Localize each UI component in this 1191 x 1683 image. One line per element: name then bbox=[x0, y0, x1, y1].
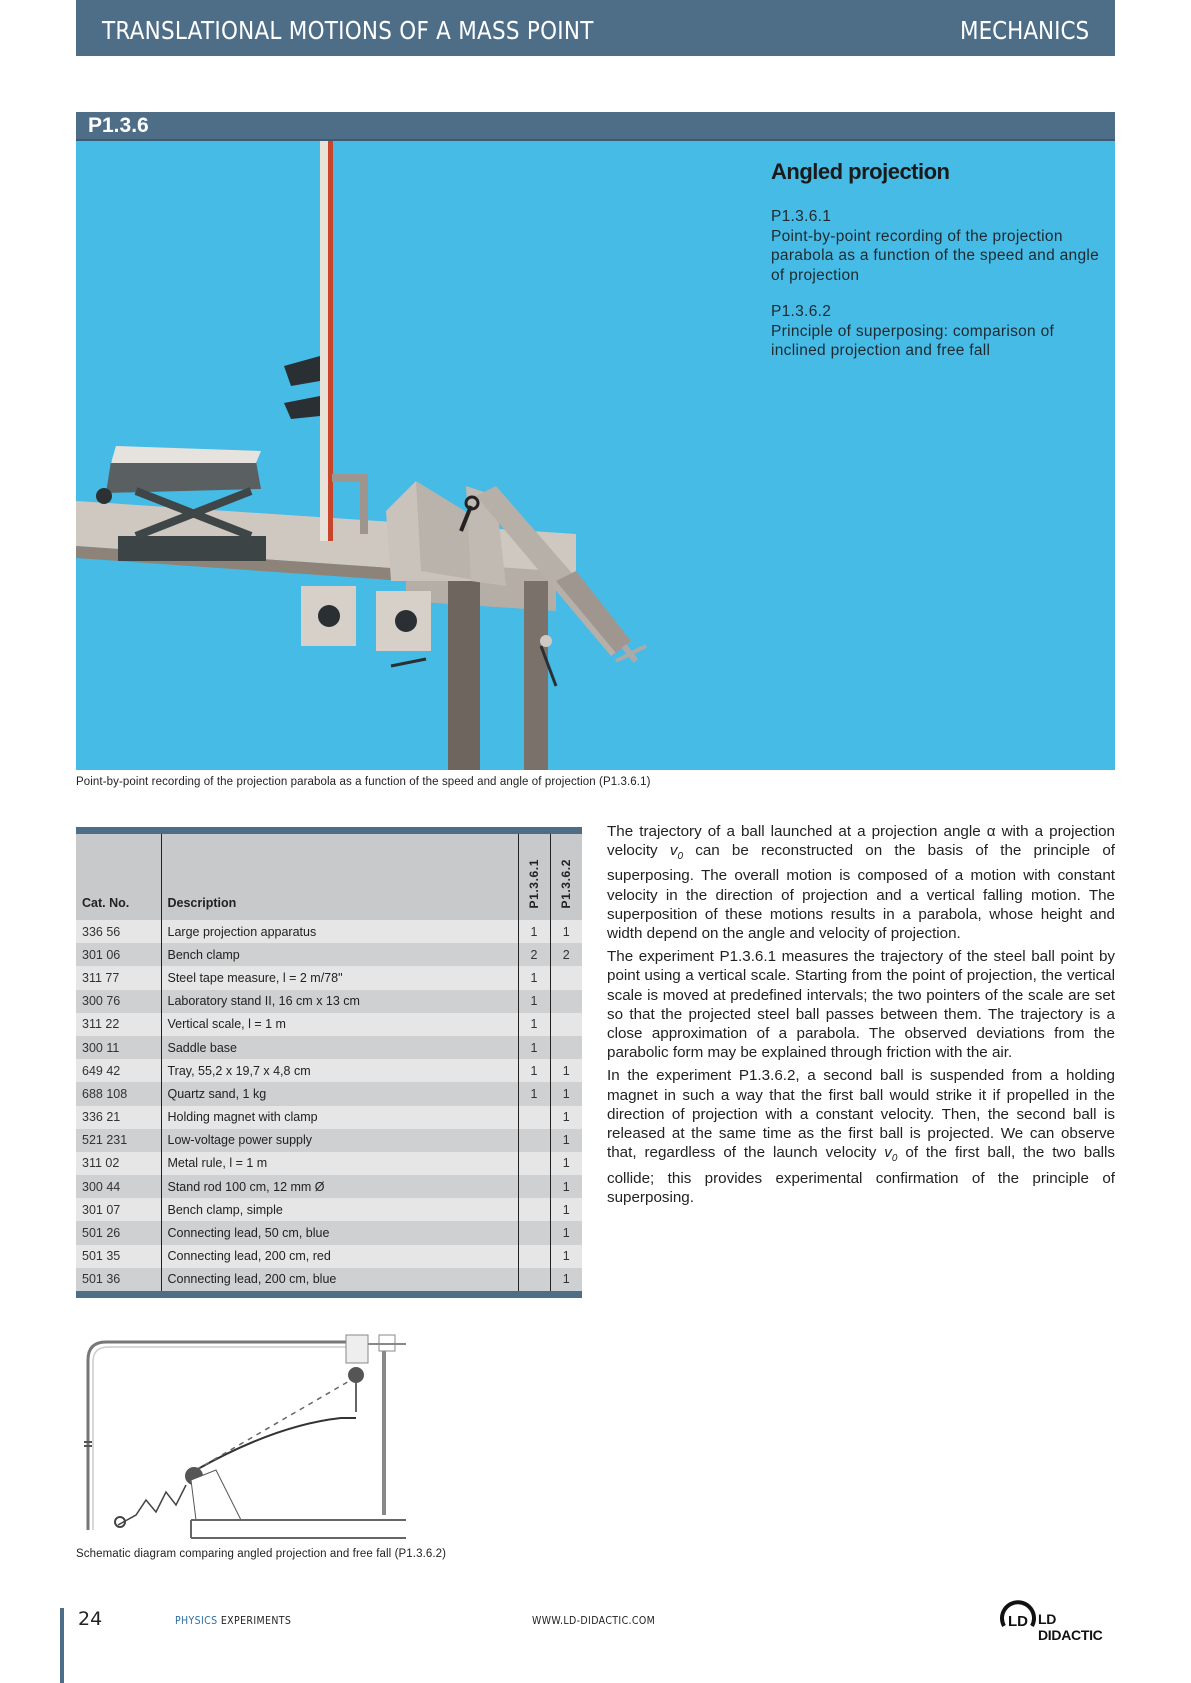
cat-no-cell: 301 07 bbox=[76, 1198, 161, 1221]
qty-p1362-cell bbox=[550, 1013, 582, 1036]
qty-p1362-cell: 1 bbox=[550, 1082, 582, 1105]
qty-p1362-cell bbox=[550, 1036, 582, 1059]
qty-p1362-cell: 1 bbox=[550, 1106, 582, 1129]
qty-p1361-cell: 1 bbox=[518, 1059, 550, 1082]
table-row bbox=[76, 1175, 582, 1198]
description-cell: Saddle base bbox=[161, 1036, 518, 1059]
description-cell: Quartz sand, 1 kg bbox=[161, 1082, 518, 1105]
page-header-band bbox=[76, 0, 1115, 56]
projection-freefall-diagram bbox=[76, 1330, 426, 1540]
description-cell: Bench clamp bbox=[161, 943, 518, 966]
qty-p1362-cell: 1 bbox=[550, 1129, 582, 1152]
cat-no-cell: 311 77 bbox=[76, 966, 161, 989]
table-row bbox=[76, 1129, 582, 1152]
table-row bbox=[76, 1268, 582, 1291]
cat-no-cell: 649 42 bbox=[76, 1059, 161, 1082]
qty-p1362-cell: 1 bbox=[550, 920, 582, 943]
page-number: 24 bbox=[78, 1608, 103, 1630]
qty-p1362-cell: 1 bbox=[550, 1198, 582, 1221]
experiment-description: Principle of superposing: comparison of inclined projection and free fall bbox=[771, 322, 1055, 359]
description-cell: Tray, 55,2 x 19,7 x 4,8 cm bbox=[161, 1059, 518, 1082]
cat-no-cell: 336 21 bbox=[76, 1106, 161, 1129]
qty-p1362-cell: 1 bbox=[550, 1245, 582, 1268]
qty-p1362-cell bbox=[550, 990, 582, 1013]
section-info bbox=[771, 159, 1101, 378]
qty-p1362-cell: 1 bbox=[550, 1221, 582, 1244]
qty-p1362-cell: 1 bbox=[550, 1268, 582, 1291]
table-row bbox=[76, 1082, 582, 1105]
column-header-p1361: P1.3.6.1 bbox=[518, 834, 550, 920]
description-cell: Vertical scale, l = 1 m bbox=[161, 1013, 518, 1036]
cat-no-cell: 688 108 bbox=[76, 1082, 161, 1105]
table-row bbox=[76, 1245, 582, 1268]
section-bar bbox=[76, 112, 1115, 141]
qty-p1362-cell: 2 bbox=[550, 943, 582, 966]
table-row bbox=[76, 966, 582, 989]
cat-no-cell: 311 02 bbox=[76, 1152, 161, 1175]
description-cell: Bench clamp, simple bbox=[161, 1198, 518, 1221]
footer-section-label: PHYSICS EXPERIMENTS bbox=[175, 1615, 292, 1627]
paragraph-3: In the experiment P1.3.6.2, a second ball is suspended from a holding magnet in such a way that the first ball would strike it if propelled in the direction of projection with a constant velocity. Then, the second ball is released at the same time as the first ball is projected. We can observe that, regardless of the launch velocity $v_0$ of the first ball, the two balls collide; this provides experimental confirmation of the principle of superposing. bbox=[607, 1067, 1115, 1206]
qty-p1361-cell: 1 bbox=[518, 990, 550, 1013]
cat-no-cell: 501 35 bbox=[76, 1245, 161, 1268]
schematic-diagram bbox=[76, 1330, 426, 1540]
column-header-cat-no: Cat. No. bbox=[76, 834, 161, 920]
table-row bbox=[76, 1198, 582, 1221]
qty-p1361-cell bbox=[518, 1106, 550, 1129]
cat-no-cell: 300 44 bbox=[76, 1175, 161, 1198]
qty-p1361-cell: 1 bbox=[518, 1036, 550, 1059]
photo-caption: Point-by-point recording of the projection parabola as a function of the speed and angle of projection (P1.3.6.1) bbox=[76, 776, 651, 788]
table-header-row bbox=[76, 834, 582, 920]
description-cell: Large projection apparatus bbox=[161, 920, 518, 943]
equipment-table bbox=[76, 827, 582, 1298]
cat-no-cell: 301 06 bbox=[76, 943, 161, 966]
experiment-item bbox=[771, 207, 1101, 285]
qty-p1361-cell bbox=[518, 1268, 550, 1291]
ld-didactic-logo bbox=[998, 1592, 1116, 1643]
table-row bbox=[76, 1059, 582, 1082]
section-code: P1.3.6 bbox=[88, 114, 149, 137]
description-cell: Stand rod 100 cm, 12 mm Ø bbox=[161, 1175, 518, 1198]
qty-p1361-cell bbox=[518, 1129, 550, 1152]
description-cell: Connecting lead, 200 cm, blue bbox=[161, 1268, 518, 1291]
experiment-description: Point-by-point recording of the projection parabola as a function of the speed and angle of projection bbox=[771, 227, 1100, 284]
schematic-caption: Schematic diagram comparing angled projection and free fall (P1.3.6.2) bbox=[76, 1548, 447, 1560]
description-cell: Low-voltage power supply bbox=[161, 1129, 518, 1152]
table-row bbox=[76, 1036, 582, 1059]
chapter-title: TRANSLATIONAL MOTIONS OF A MASS POINT bbox=[102, 16, 594, 45]
table-row bbox=[76, 1221, 582, 1244]
paragraph-2: The experiment P1.3.6.1 measures the trajectory of the steel ball point by point using a vertical scale. Starting from the point of projection, the vertical scale is moved at predefined intervals; the two pointers of the scale are set so that the projected steel ball passes between them. The trajectory is a close approximation of a parabola. The observed deviations from the parabolic form may be explained through friction with the air. bbox=[607, 948, 1115, 1062]
qty-p1361-cell: 1 bbox=[518, 1013, 550, 1036]
ld-logo-icon bbox=[998, 1592, 1038, 1632]
column-header-description: Description bbox=[161, 834, 518, 920]
qty-p1362-cell: 1 bbox=[550, 1059, 582, 1082]
cat-no-cell: 300 11 bbox=[76, 1036, 161, 1059]
qty-p1361-cell bbox=[518, 1152, 550, 1175]
description-cell: Connecting lead, 50 cm, blue bbox=[161, 1221, 518, 1244]
description-cell: Holding magnet with clamp bbox=[161, 1106, 518, 1129]
qty-p1361-cell bbox=[518, 1175, 550, 1198]
cat-no-cell: 501 36 bbox=[76, 1268, 161, 1291]
logo-text: LD DIDACTIC bbox=[1038, 1611, 1103, 1643]
description-cell: Steel tape measure, l = 2 m/78" bbox=[161, 966, 518, 989]
cat-no-cell: 300 76 bbox=[76, 990, 161, 1013]
footer-url[interactable]: WWW.LD-DIDACTIC.COM bbox=[532, 1615, 656, 1627]
table-bottom-bar bbox=[76, 1291, 582, 1298]
description-cell: Metal rule, l = 1 m bbox=[161, 1152, 518, 1175]
qty-p1361-cell: 1 bbox=[518, 966, 550, 989]
table-row bbox=[76, 920, 582, 943]
qty-p1362-cell bbox=[550, 966, 582, 989]
table-row bbox=[76, 1106, 582, 1129]
table-row bbox=[76, 1152, 582, 1175]
apparatus-photo bbox=[76, 141, 1115, 770]
description-cell: Laboratory stand II, 16 cm x 13 cm bbox=[161, 990, 518, 1013]
svg-text:LD: LD bbox=[1008, 1613, 1028, 1630]
qty-p1361-cell bbox=[518, 1221, 550, 1244]
table-row bbox=[76, 943, 582, 966]
qty-p1362-cell: 1 bbox=[550, 1175, 582, 1198]
description-cell: Connecting lead, 200 cm, red bbox=[161, 1245, 518, 1268]
section-title: Angled projection bbox=[771, 159, 950, 184]
table-top-bar bbox=[76, 827, 582, 834]
cat-no-cell: 336 56 bbox=[76, 920, 161, 943]
qty-p1361-cell: 1 bbox=[518, 1082, 550, 1105]
experiment-item bbox=[771, 302, 1101, 361]
body-text bbox=[607, 822, 1115, 1211]
table-row bbox=[76, 990, 582, 1013]
experiment-code: P1.3.6.1 bbox=[771, 208, 832, 225]
cat-no-cell: 501 26 bbox=[76, 1221, 161, 1244]
qty-p1361-cell: 1 bbox=[518, 920, 550, 943]
table-row bbox=[76, 1013, 582, 1036]
cat-no-cell: 311 22 bbox=[76, 1013, 161, 1036]
column-header-p1362: P1.3.6.2 bbox=[550, 834, 582, 920]
qty-p1361-cell: 2 bbox=[518, 943, 550, 966]
experiment-code: P1.3.6.2 bbox=[771, 303, 832, 320]
paragraph-1: The trajectory of a ball launched at a projection angle α with a projection velocity $v_0$ can be reconstructed on the basis of the principle of superposing. The overall motion is composed of a motion with constant velocity in the direction of projection and a vertical falling motion. The superposition of these motions results in a parabola, whose height and width depend on the angle and velocity of projection. bbox=[607, 823, 1115, 943]
cat-no-cell: 521 231 bbox=[76, 1129, 161, 1152]
qty-p1361-cell bbox=[518, 1245, 550, 1268]
category-label: MECHANICS bbox=[959, 16, 1089, 45]
qty-p1362-cell: 1 bbox=[550, 1152, 582, 1175]
qty-p1361-cell bbox=[518, 1198, 550, 1221]
footer-accent-bar bbox=[60, 1608, 64, 1683]
